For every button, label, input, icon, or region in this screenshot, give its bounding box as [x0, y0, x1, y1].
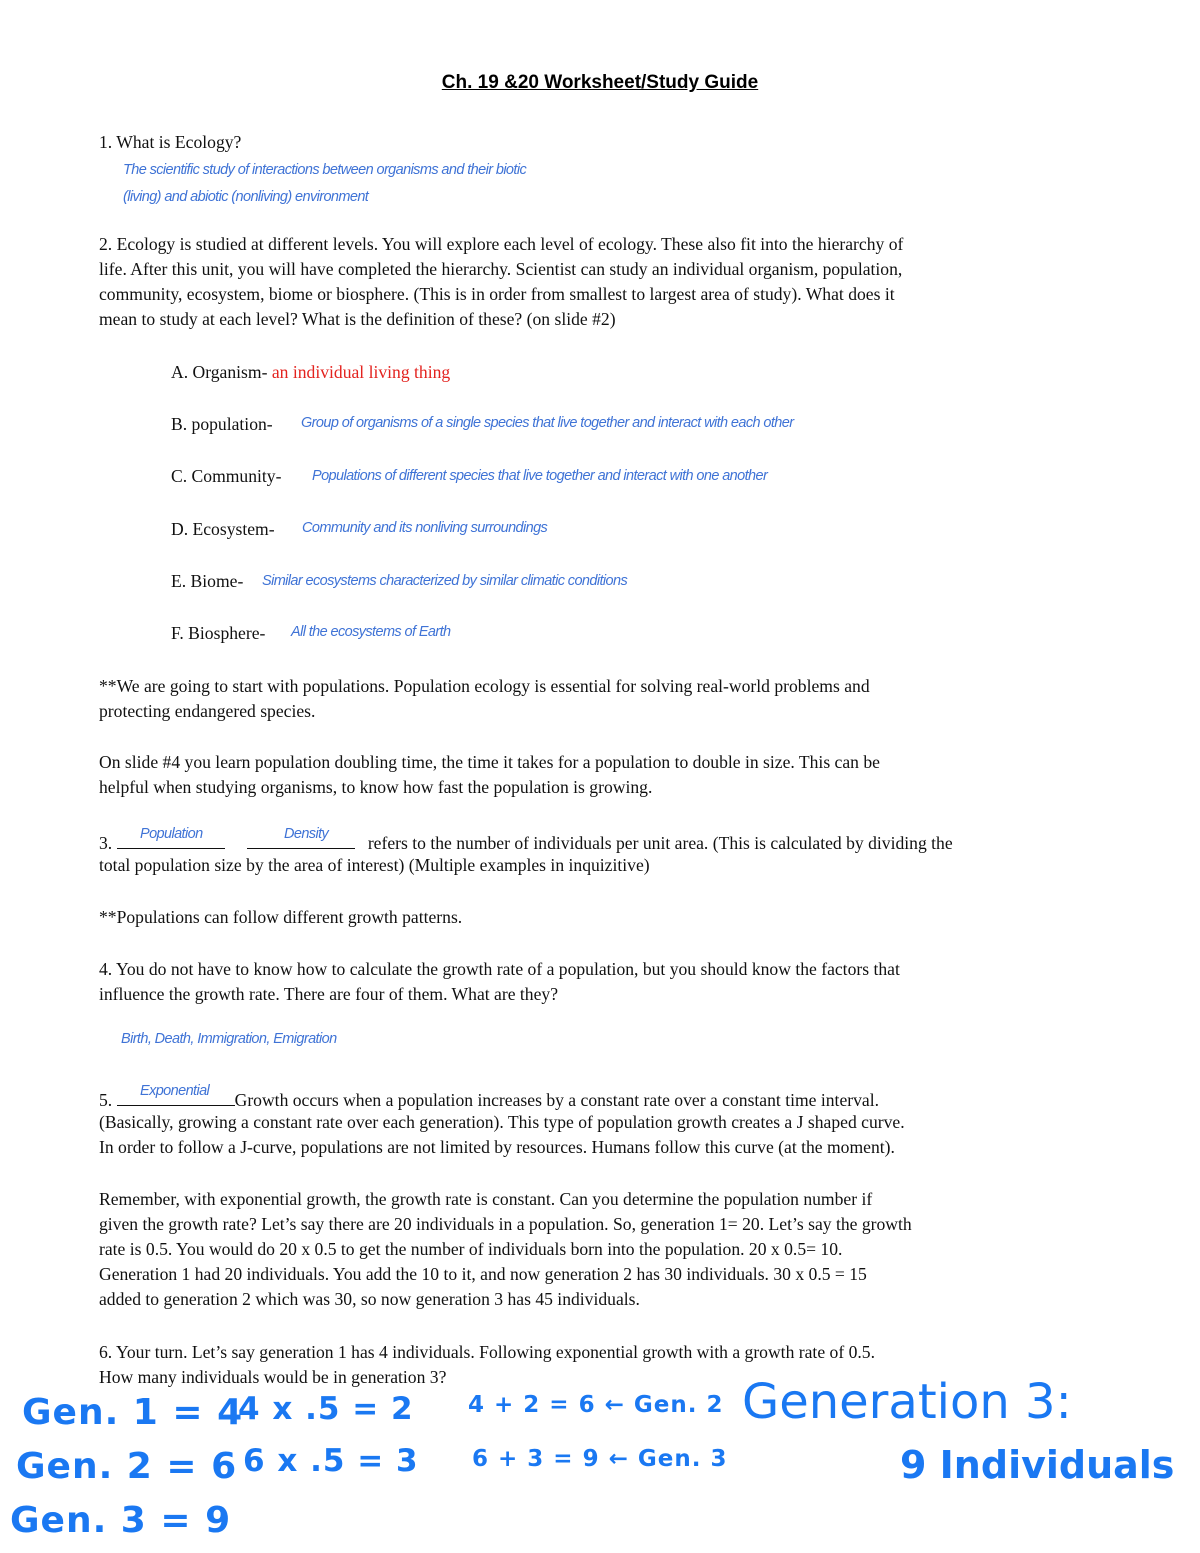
question-4-line2: influence the growth rate. There are four of them. What are they? [99, 984, 559, 1004]
remember-line3: rate is 0.5. You would do 20 x 0.5 to get the number of individuals born into the population. 20 x 0.5= 10. [99, 1239, 843, 1259]
level-answer: Populations of different species that live together and interact with one another [312, 468, 768, 484]
level-answer: Group of organisms of a single species that live together and interact with each other [301, 415, 794, 431]
question-1: 1. What is Ecology? [99, 132, 242, 152]
question-2-line2: life. After this unit, you will have completed the hierarchy. Scientist can study an individual organism, population, [99, 259, 903, 279]
level-answer: Community and its nonliving surroundings [302, 520, 548, 536]
handwritten-calc1: 4 x .5 = 2 [238, 1391, 414, 1427]
level-answer: All the ecosystems of Earth [291, 624, 451, 640]
note-populations-line2: protecting endangered species. [99, 701, 316, 721]
slide4-line1: On slide #4 you learn population doubling time, the time it takes for a population to double in size. This can be [99, 752, 880, 772]
level-organism [171, 360, 450, 384]
question-5-line3: In order to follow a J-curve, populations are not limited by resources. Humans follow this curve (at the moment). [99, 1137, 895, 1157]
handwritten-gen3: Gen. 3 = 9 [10, 1500, 232, 1541]
question-3-line2: total population size by the area of interest) (Multiple examples in inquizitive) [99, 855, 650, 875]
level-label: F. Biosphere- [171, 623, 266, 643]
question-2-line3: community, ecosystem, biome or biosphere. (This is in order from smallest to largest area of study). What does it [99, 284, 895, 304]
question-6-line2: How many individuals would be in generation 3? [99, 1367, 447, 1387]
note-growth-patterns: **Populations can follow different growth patterns. [99, 907, 463, 927]
handwritten-sum2: 6 + 3 = 9 ← Gen. 3 [472, 1446, 728, 1472]
level-biosphere [171, 621, 265, 645]
answer-4: Birth, Death, Immigration, Emigration [121, 1031, 337, 1047]
handwritten-gen1: Gen. 1 = 4 [22, 1392, 244, 1433]
blank-answer-density: Density [284, 826, 329, 842]
answer-1-line1: The scientific study of interactions between organisms and their biotic [123, 162, 527, 178]
handwritten-calc2: 6 x .5 = 3 [243, 1443, 419, 1479]
level-label: D. Ecosystem- [171, 519, 275, 539]
question-5-line1 [99, 1085, 879, 1112]
remember-line5: added to generation 2 which was 30, so now generation 3 has 45 individuals. [99, 1289, 640, 1309]
question-5-line2: (Basically, growing a constant rate over each generation). This type of population growth creates a J shaped curve. [99, 1112, 905, 1132]
blank-answer-population: Population [140, 826, 203, 842]
level-population [171, 412, 273, 436]
slide4-line2: helpful when studying organisms, to know how fast the population is growing. [99, 777, 653, 797]
question-text: refers to the number of individuals per unit area. (This is calculated by dividing the [367, 833, 953, 853]
level-label: E. Biome- [171, 571, 244, 591]
page-title: Ch. 19 &20 Worksheet/Study Guide [441, 72, 759, 93]
level-community [171, 464, 281, 488]
question-2-line4: mean to study at each level? What is the definition of these? (on slide #2) [99, 309, 616, 329]
question-4-line1: 4. You do not have to know how to calculate the growth rate of a population, but you should know the factors that [99, 959, 900, 979]
answer-1-line2: (living) and abiotic (nonliving) environment [123, 189, 369, 205]
level-biome [171, 569, 243, 593]
handwritten-answer-value: 9 Individuals [900, 1443, 1175, 1487]
handwritten-gen2: Gen. 2 = 6 [16, 1446, 238, 1487]
question-number: 3. [99, 833, 113, 853]
level-answer: Similar ecosystems characterized by similar climatic conditions [262, 573, 628, 589]
level-label: C. Community- [171, 466, 282, 486]
question-3-line1 [99, 828, 953, 855]
level-answer: an individual living thing [271, 362, 451, 382]
note-populations-line1: **We are going to start with populations. Population ecology is essential for solving real-world problems and [99, 676, 870, 696]
handwritten-sum1: 4 + 2 = 6 ← Gen. 2 [468, 1392, 724, 1418]
level-ecosystem [171, 517, 275, 541]
level-label: B. population- [171, 414, 273, 434]
question-number: 5. [99, 1090, 113, 1110]
remember-line1: Remember, with exponential growth, the growth rate is constant. Can you determine the population number if [99, 1189, 873, 1209]
question-text: Growth occurs when a population increases by a constant rate over a constant time interval. [234, 1090, 880, 1110]
handwritten-answer-title: Generation 3: [742, 1374, 1072, 1430]
remember-line2: given the growth rate? Let’s say there are 20 individuals in a population. So, generation 1= 20. Let’s say the growth [99, 1214, 912, 1234]
blank-answer-exponential: Exponential [140, 1083, 210, 1099]
level-label: A. Organism- [171, 362, 268, 382]
question-6-line1: 6. Your turn. Let’s say generation 1 has 4 individuals. Following exponential growth with a growth rate of 0.5. [99, 1342, 875, 1362]
remember-line4: Generation 1 had 20 individuals. You add the 10 to it, and now generation 2 has 30 individuals. 30 x 0.5 = 15 [99, 1264, 867, 1284]
question-2-line1: 2. Ecology is studied at different levels. You will explore each level of ecology. These also fit into the hierarchy of [99, 234, 904, 254]
